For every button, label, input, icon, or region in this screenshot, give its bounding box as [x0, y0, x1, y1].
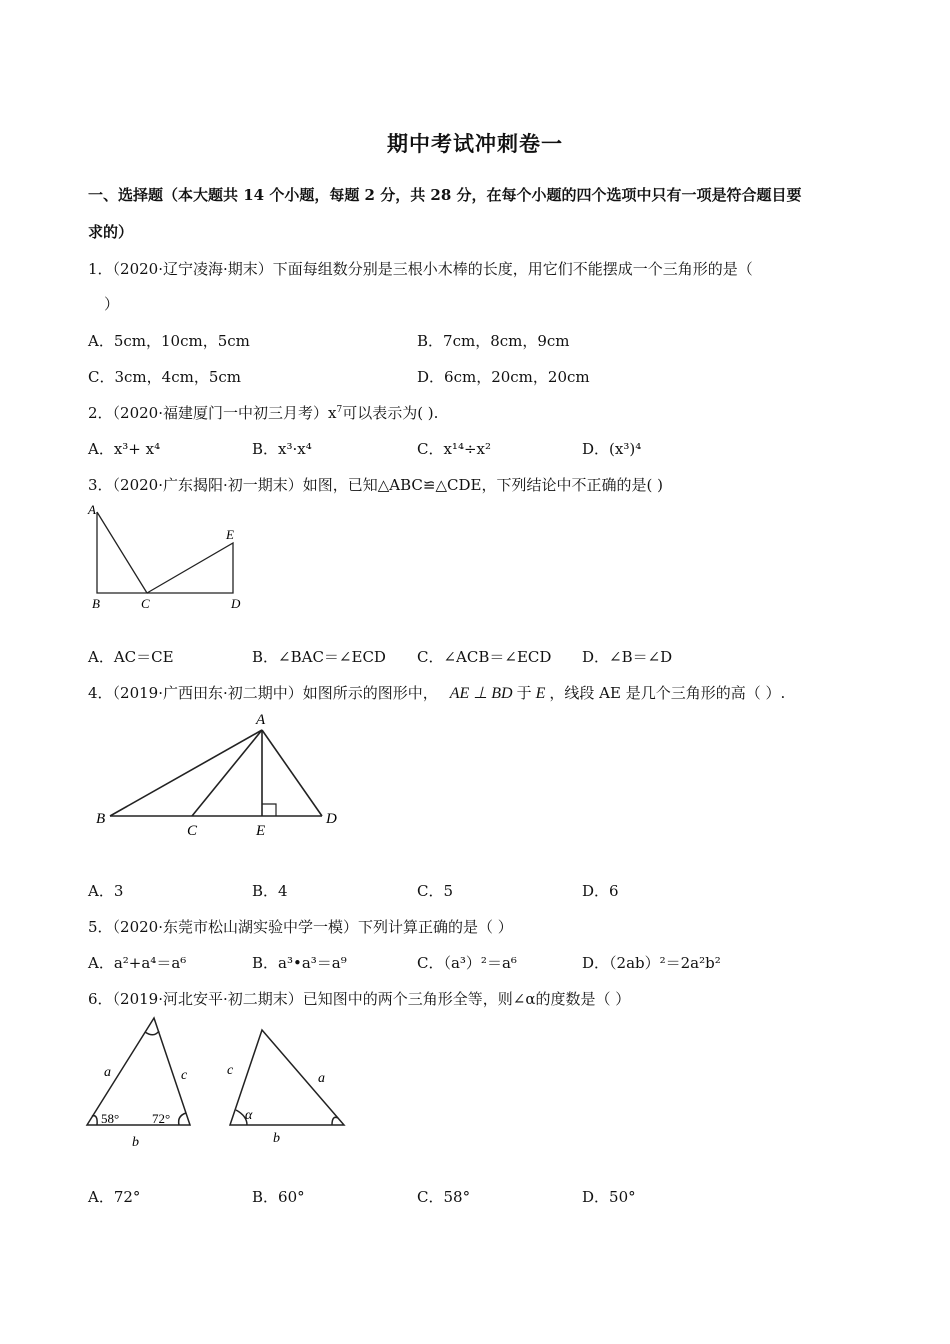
q6-label-58: 58°	[101, 1111, 120, 1126]
q6-option-c[interactable]: C．58°	[417, 1188, 471, 1206]
q6-label-72: 72°	[152, 1111, 171, 1126]
q1-option-d[interactable]: D．6cm，20cm，20cm	[417, 368, 590, 386]
question-3-stem: 3．（2020·广东揭阳·初一期末）如图，已知△ABC≌△CDE，下列结论中不正确的是( )	[88, 476, 663, 494]
q6-option-b[interactable]: B．60°	[252, 1188, 305, 1206]
q6-left-top-arc	[145, 1031, 159, 1035]
q4-figure	[90, 708, 350, 843]
q3-label-e: E	[226, 527, 234, 542]
q5-option-a[interactable]: A．a²+a⁴＝a⁶	[88, 954, 187, 972]
q2-stem-pre: 2．（2020·福建厦门一中初三月考）x	[88, 404, 337, 422]
section-heading: 一、选择题（本大题共 14 个小题，每题 2 分，共 28 分，在每个小题的四个选项中只有一项是符合题目要	[88, 186, 802, 204]
q3-label-b: B	[92, 596, 100, 611]
q1-option-c[interactable]: C．3cm，4cm，5cm	[88, 368, 241, 386]
q5-option-d[interactable]: D．（2ab）²＝2a²b²	[582, 954, 721, 972]
q3-label-d: D	[231, 596, 241, 611]
page-title: 期中考试冲刺卷一	[387, 131, 563, 156]
q4-option-d[interactable]: D．6	[582, 882, 619, 900]
question-6-stem: 6．（2019·河北安平·初二期末）已知图中的两个三角形全等，则∠α的度数是（ ）	[88, 990, 631, 1008]
q6-label-b-left: b	[132, 1135, 139, 1150]
q3-option-b[interactable]: B．∠BAC＝∠ECD	[252, 648, 386, 666]
q6-left-72-arc	[179, 1113, 186, 1125]
q6-label-alpha: α	[245, 1108, 253, 1123]
q6-figure	[82, 1012, 352, 1152]
q4-stem-post: ，线段 AE 是几个三角形的高（ ）.	[549, 684, 786, 702]
q3-figure	[84, 500, 254, 615]
q3-label-c: C	[141, 596, 150, 611]
q6-option-d[interactable]: D．50°	[582, 1188, 636, 1206]
question-1-stem: 1．（2020·辽宁凌海·期末）下面每组数分别是三根小木棒的长度，用它们不能摆成一个三角形的是（	[88, 260, 753, 278]
section-heading-cont: 求的）	[88, 223, 134, 241]
q6-option-a[interactable]: A．72°	[88, 1188, 141, 1206]
q4-label-a: A	[256, 712, 266, 728]
q3-label-a: A	[88, 502, 96, 517]
q2-option-a[interactable]: A．x³+ x⁴	[88, 440, 161, 458]
question-1-stem-cont: ）	[104, 295, 120, 313]
q4-stem-mid: 于	[516, 684, 532, 702]
q4-label-d: D	[326, 811, 337, 827]
q2-stem-exponent: 7	[336, 405, 343, 415]
q4-stem-e: E	[535, 685, 546, 702]
q2-option-b[interactable]: B．x³·x⁴	[252, 440, 312, 458]
q3-option-a[interactable]: A．AC＝CE	[88, 648, 174, 666]
q6-triangle-left	[87, 1018, 190, 1125]
q3-option-c[interactable]: C．∠ACB＝∠ECD	[417, 648, 552, 666]
q4-stem-math: AE ⊥ BD	[449, 685, 513, 702]
q3-option-d[interactable]: D．∠B＝∠D	[582, 648, 673, 666]
q6-label-a-left: a	[104, 1065, 111, 1080]
question-5-stem: 5．（2020·东莞市松山湖实验中学一模）下列计算正确的是（ ）	[88, 918, 513, 936]
q5-option-b[interactable]: B．a³•a³＝a⁹	[252, 954, 347, 972]
q4-stem-pre: 4．（2019·广西田东·初二期中）如图所示的图形中，	[88, 684, 438, 702]
q4-option-c[interactable]: C．5	[417, 882, 454, 900]
q6-label-c-left: c	[181, 1068, 188, 1083]
q2-option-c[interactable]: C．x¹⁴÷x²	[417, 440, 492, 458]
q1-option-a[interactable]: A．5cm，10cm，5cm	[88, 332, 250, 350]
q6-label-b-right: b	[273, 1131, 280, 1146]
q1-option-b[interactable]: B．7cm，8cm，9cm	[417, 332, 570, 350]
q4-label-c: C	[187, 823, 198, 839]
q4-option-b[interactable]: B．4	[252, 882, 288, 900]
q4-label-b: B	[96, 811, 106, 827]
q6-right-bottom-arc	[332, 1117, 338, 1125]
q6-label-a-right: a	[318, 1071, 325, 1086]
q4-option-a[interactable]: A．3	[88, 882, 124, 900]
q2-stem-post: 可以表示为( ).	[342, 404, 439, 422]
q3-triangle-abc	[97, 512, 147, 593]
q4-label-e: E	[256, 823, 266, 839]
q2-option-d[interactable]: D．(x³)⁴	[582, 440, 642, 458]
question-2-stem	[88, 402, 438, 423]
q3-triangle-cde	[147, 543, 233, 593]
q6-label-c-right: c	[227, 1063, 234, 1078]
question-4-stem	[88, 682, 785, 703]
q5-option-c[interactable]: C．（a³）²＝a⁶	[417, 954, 517, 972]
